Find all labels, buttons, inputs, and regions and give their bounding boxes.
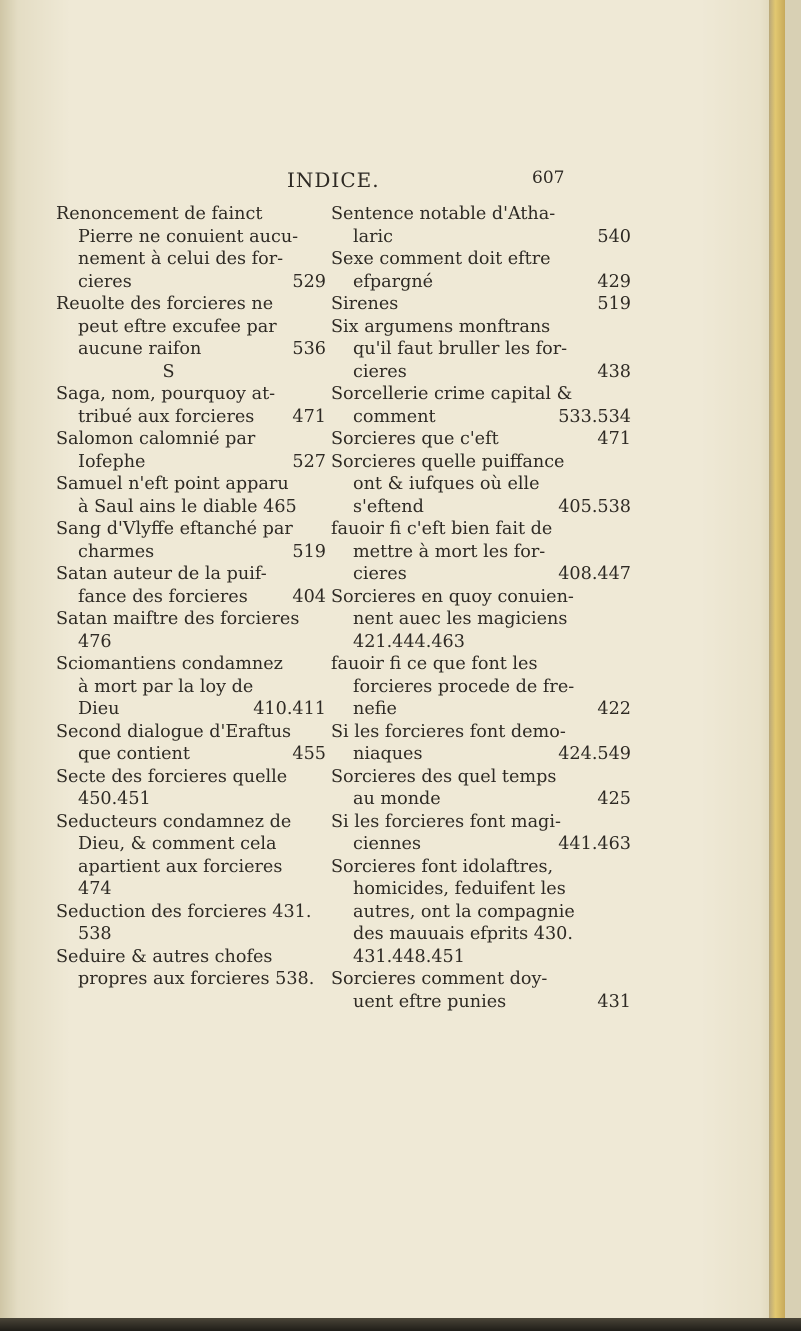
- entry-text: propres aux forcieres 538.: [78, 969, 315, 989]
- index-entry-line: [331, 496, 631, 519]
- index-entry-line: [331, 991, 631, 1014]
- entry-text: nent auec les magiciens: [353, 609, 568, 629]
- index-entry-line: [56, 833, 326, 856]
- index-entry-line: [56, 203, 326, 226]
- index-entry-line: [56, 766, 326, 789]
- index-entry-line: [56, 968, 326, 991]
- page-reference: 529: [292, 271, 326, 292]
- entry-text: Sang d'Vlyffe eftanché par: [56, 519, 293, 539]
- entry-text: Dieu: [78, 699, 120, 719]
- index-entry-line: [331, 923, 631, 946]
- entry-text: cieres: [78, 271, 132, 292]
- entry-text: fance des forcieres: [78, 586, 248, 607]
- entry-text: nefie: [353, 699, 397, 719]
- index-entry-line: [331, 676, 631, 699]
- page-reference: 519: [597, 294, 631, 314]
- entry-text: à mort par la loy de: [78, 676, 254, 697]
- entry-text: Second dialogue d'Eraftus: [56, 721, 292, 742]
- entry-text: Reuolte des forcieres ne: [56, 294, 274, 314]
- index-entry-line: [56, 383, 326, 406]
- index-column-left: [56, 203, 326, 991]
- entry-text: forcieres procede de fre-: [353, 676, 575, 697]
- index-entry-line: [56, 293, 326, 316]
- index-entry-line: [56, 923, 326, 946]
- index-entry-line: [56, 496, 326, 519]
- entry-text: Six argumens monftrans: [331, 316, 551, 337]
- index-entry-line: [331, 338, 631, 361]
- entry-text: mettre à mort les for-: [353, 541, 546, 562]
- index-entry-line: [331, 856, 631, 879]
- header-title: INDICE.: [287, 168, 380, 192]
- index-entry-line: [56, 743, 326, 766]
- index-entry-line: [56, 811, 326, 834]
- entry-text: tribué aux forcieres: [78, 406, 255, 427]
- index-entry-line: [331, 743, 631, 766]
- entry-text: des mauuais efprits 430.: [353, 924, 573, 944]
- entry-text: Seducteurs condamnez de: [56, 811, 292, 832]
- entry-text: cieres: [353, 361, 407, 382]
- index-entry-line: [331, 541, 631, 564]
- index-entry-line: [331, 248, 631, 271]
- entry-text: Samuel n'eft point apparu: [56, 474, 289, 494]
- entry-text: 421.444.463: [353, 631, 465, 652]
- index-entry-line: [56, 856, 326, 879]
- index-entry-line: [56, 316, 326, 339]
- page-reference: 404: [292, 586, 326, 607]
- index-entry-line: [331, 406, 631, 429]
- index-entry-line: [331, 383, 631, 406]
- index-entry-line: [56, 878, 326, 901]
- page-reference: 536: [292, 339, 326, 359]
- index-entry-line: [331, 811, 631, 834]
- index-entry-line: [56, 721, 326, 744]
- entry-text: Sorcieres comment doy-: [331, 969, 548, 989]
- entry-text: Seduire & autres chofes: [56, 946, 273, 967]
- index-entry-line: [56, 541, 326, 564]
- index-entry-line: [331, 968, 631, 991]
- index-entry-line: [56, 451, 326, 474]
- entry-text: Secte des forcieres quelle: [56, 766, 288, 787]
- index-column-right: [331, 203, 631, 1013]
- entry-text: charmes: [78, 541, 155, 562]
- entry-text: niaques: [353, 744, 423, 764]
- index-entry-line: [56, 631, 326, 654]
- index-entry-line: [331, 833, 631, 856]
- index-entry-line: [331, 428, 631, 451]
- page-reference: 429: [597, 271, 631, 292]
- index-entry-line: [331, 698, 631, 721]
- entry-text: 538: [78, 924, 112, 944]
- index-entry-line: [56, 901, 326, 924]
- index-entry-line: [56, 226, 326, 249]
- entry-text: Seduction des forcieres 431.: [56, 901, 312, 922]
- index-entry-line: [56, 698, 326, 721]
- index-entry-line: [56, 406, 326, 429]
- entry-text: au monde: [353, 789, 441, 809]
- page-reference: 527: [292, 451, 326, 472]
- entry-text: nement à celui des for-: [78, 249, 284, 269]
- index-entry-line: [331, 451, 631, 474]
- index-entry-line: [56, 473, 326, 496]
- page-reference: 533.534: [558, 406, 631, 427]
- entry-text: 474: [78, 879, 112, 899]
- entry-text: s'eftend: [353, 496, 424, 517]
- page-reference: 424.549: [558, 744, 631, 764]
- index-entry-line: [331, 631, 631, 654]
- index-entry-line: [331, 766, 631, 789]
- index-entry-line: [56, 428, 326, 451]
- entry-text: peut eftre excufee par: [78, 316, 277, 337]
- index-entry-line: [56, 676, 326, 699]
- index-entry-line: [331, 473, 631, 496]
- page-reference: 519: [292, 541, 326, 562]
- index-entry-line: [56, 586, 326, 609]
- entry-text: apartient aux forcieres: [78, 856, 283, 877]
- page-number: 607: [532, 168, 565, 188]
- entry-text: que contient: [78, 744, 190, 764]
- scan-bottom-edge: [0, 1318, 801, 1331]
- index-entry-line: [331, 721, 631, 744]
- index-entry-line: [56, 788, 326, 811]
- index-entry-line: [56, 338, 326, 361]
- entry-text: Sirenes: [331, 294, 399, 314]
- entry-text: Sexe comment doit eftre: [331, 249, 551, 269]
- section-letter: S: [162, 361, 175, 382]
- index-entry-line: [56, 248, 326, 271]
- entry-text: Sorcieres font idolaftres,: [331, 856, 554, 877]
- page-reference: 441.463: [558, 834, 631, 854]
- entry-text: à Saul ains le diable 465: [78, 496, 297, 517]
- entry-text: cieres: [353, 564, 407, 584]
- entry-text: Sorcieres en quoy conuien-: [331, 586, 574, 607]
- index-entry-line: [331, 653, 631, 676]
- page-reference: 471: [292, 406, 326, 427]
- page-reference: 471: [597, 429, 631, 449]
- entry-text: uent eftre punies: [353, 991, 507, 1012]
- index-entry-line: [331, 586, 631, 609]
- index-entry-line: [331, 563, 631, 586]
- index-entry-line: [56, 271, 326, 294]
- entry-text: Si les forcieres font demo-: [331, 721, 566, 742]
- index-entry-line: [56, 653, 326, 676]
- page-reference: 425: [597, 789, 631, 809]
- index-entry-line: [331, 271, 631, 294]
- index-entry-line: [331, 878, 631, 901]
- entry-text: fauoir fi c'eft bien fait de: [331, 519, 553, 539]
- index-entry-line: [331, 901, 631, 924]
- index-entry-line: [331, 788, 631, 811]
- entry-text: comment: [353, 406, 436, 427]
- page-reference: 540: [597, 226, 631, 247]
- entry-text: fauoir fi ce que font les: [331, 654, 538, 674]
- entry-text: aucune raifon: [78, 339, 202, 359]
- index-entry-line: [331, 361, 631, 384]
- entry-text: Sorcieres quelle puiffance: [331, 451, 565, 472]
- entry-text: Iofephe: [78, 451, 146, 472]
- index-entry-line: [56, 518, 326, 541]
- entry-text: laric: [353, 226, 394, 247]
- page-reference: 422: [597, 699, 631, 719]
- page-reference: 410.411: [253, 699, 326, 719]
- index-entry-line: [56, 608, 326, 631]
- index-entry-line: [331, 518, 631, 541]
- index-entry-line: [56, 563, 326, 586]
- page-reference: 438: [597, 361, 631, 382]
- page-reference: 405.538: [558, 496, 631, 517]
- page-reference: 408.447: [558, 564, 631, 584]
- page-reference: 431: [597, 991, 631, 1012]
- entry-text: ont & iufques où elle: [353, 474, 540, 494]
- entry-text: Pierre ne conuient aucu-: [78, 226, 299, 247]
- entry-text: efpargné: [353, 271, 434, 292]
- index-entry-line: [331, 316, 631, 339]
- entry-text: Renoncement de fainct: [56, 204, 263, 224]
- running-header: [0, 168, 785, 198]
- index-entry-line: [331, 293, 631, 316]
- index-entry-line: [56, 946, 326, 969]
- entry-text: 450.451: [78, 789, 151, 809]
- index-entry-line: [331, 226, 631, 249]
- entry-text: ciennes: [353, 834, 421, 854]
- index-entry-line: [331, 946, 631, 969]
- index-entry-line: [331, 608, 631, 631]
- entry-text: Si les forcieres font magi-: [331, 811, 561, 832]
- entry-text: Satan auteur de la puif-: [56, 564, 267, 584]
- entry-text: Satan maiftre des forcieres: [56, 609, 300, 629]
- entry-text: autres, ont la compagnie: [353, 901, 575, 922]
- entry-text: Sciomantiens condamnez: [56, 654, 283, 674]
- entry-text: 431.448.451: [353, 946, 465, 967]
- entry-text: Salomon calomnié par: [56, 429, 256, 449]
- entry-text: 476: [78, 631, 112, 652]
- entry-text: Sentence notable d'Atha-: [331, 204, 556, 224]
- entry-text: qu'il faut bruller les for-: [353, 339, 568, 359]
- entry-text: Sorcellerie crime capital &: [331, 384, 573, 404]
- entry-text: Sorcieres que c'eft: [331, 429, 499, 449]
- entry-text: Sorcieres des quel temps: [331, 766, 557, 787]
- entry-text: Dieu, & comment cela: [78, 834, 277, 854]
- page-reference: 455: [292, 744, 326, 764]
- entry-text: homicides, feduifent les: [353, 879, 566, 899]
- entry-text: Saga, nom, pourquoy at-: [56, 384, 276, 404]
- index-entry-line: [331, 203, 631, 226]
